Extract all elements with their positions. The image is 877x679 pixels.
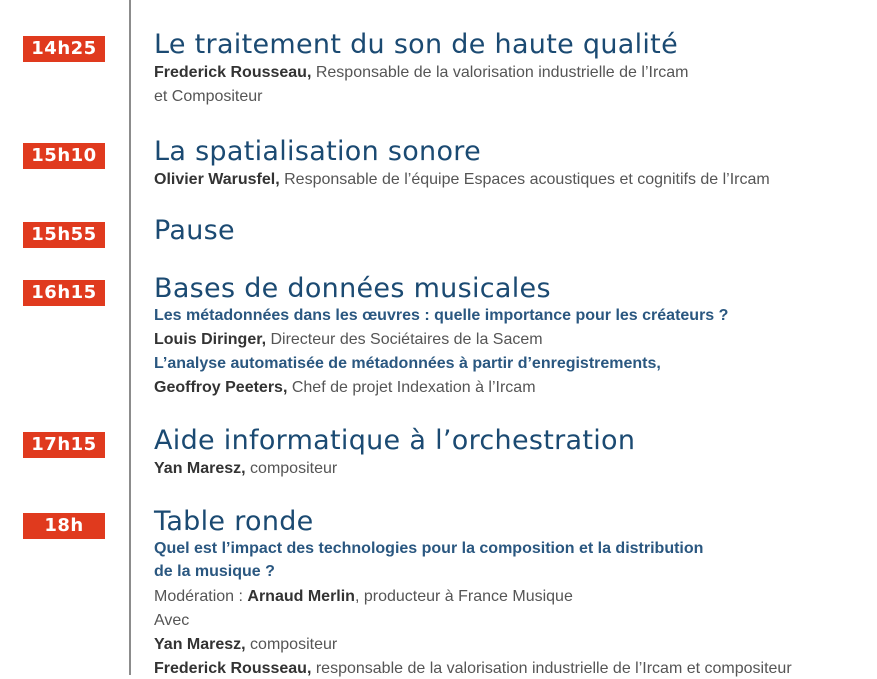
speaker-line-1615-b	[154, 378, 536, 398]
session-title-1555: Pause	[154, 215, 235, 246]
speaker-role-continuation: et Compositeur	[154, 88, 263, 105]
time-badge-1615: 16h15	[23, 280, 105, 306]
speaker-name: Frederick Rousseau,	[154, 660, 312, 677]
speaker-role: Chef de projet Indexation à l’Ircam	[287, 379, 536, 396]
speaker-line-1715	[154, 459, 337, 479]
moderator-name: Arnaud Merlin	[247, 588, 355, 605]
timeline-rule	[129, 0, 131, 675]
speaker-name: Olivier Warusfel,	[154, 171, 280, 188]
time-badge-1510: 15h10	[23, 143, 105, 169]
speaker-name: Yan Maresz,	[154, 636, 246, 653]
moderation-label: Modération :	[154, 588, 248, 605]
speaker-line-1615-a	[154, 330, 543, 350]
speaker-role: Responsable de la valorisation industrielle de l’Ircam	[311, 64, 689, 81]
speaker-line-18-b	[154, 659, 792, 679]
with-label: Avec	[154, 612, 190, 629]
moderator-role: , producteur à France Musique	[354, 588, 573, 605]
time-badge-1425: 14h25	[23, 36, 105, 62]
time-badge-1715: 17h15	[23, 432, 105, 458]
session-title-1510: La spatialisation sonore	[154, 136, 482, 167]
speaker-name: Louis Diringer,	[154, 331, 267, 348]
roundtable-question: Quel est l’impact des technologies pour la composition et la distribution	[154, 540, 704, 557]
speaker-name: Yan Maresz,	[154, 460, 246, 477]
session-title-18: Table ronde	[154, 506, 314, 537]
session-question-2: L’analyse automatisée de métadonnées à partir d’enregistrements,	[154, 355, 661, 372]
session-title-1615: Bases de données musicales	[154, 273, 551, 304]
moderation-line	[154, 587, 573, 607]
time-badge-18: 18h	[23, 513, 105, 539]
speaker-role: Directeur des Sociétaires de la Sacem	[266, 331, 543, 348]
speaker-role: Responsable de l’équipe Espaces acoustiques et cognitifs de l’Ircam	[279, 171, 770, 188]
speaker-role: responsable de la valorisation industrielle de l’Ircam et compositeur	[311, 660, 792, 677]
time-badge-1555: 15h55	[23, 222, 105, 248]
speaker-name: Geoffroy Peeters,	[154, 379, 288, 396]
roundtable-question-continuation: de la musique ?	[154, 563, 275, 580]
speaker-line-1510	[154, 170, 770, 190]
speaker-line-1425	[154, 63, 689, 83]
session-title-1425: Le traitement du son de haute qualité	[154, 29, 678, 60]
session-question-1: Les métadonnées dans les œuvres : quelle importance pour les créateurs ?	[154, 307, 729, 324]
speaker-line-18-a	[154, 635, 337, 655]
session-title-1715: Aide informatique à l’orchestration	[154, 425, 636, 456]
speaker-role: compositeur	[245, 460, 338, 477]
speaker-name: Frederick Rousseau,	[154, 64, 312, 81]
speaker-role: compositeur	[245, 636, 338, 653]
